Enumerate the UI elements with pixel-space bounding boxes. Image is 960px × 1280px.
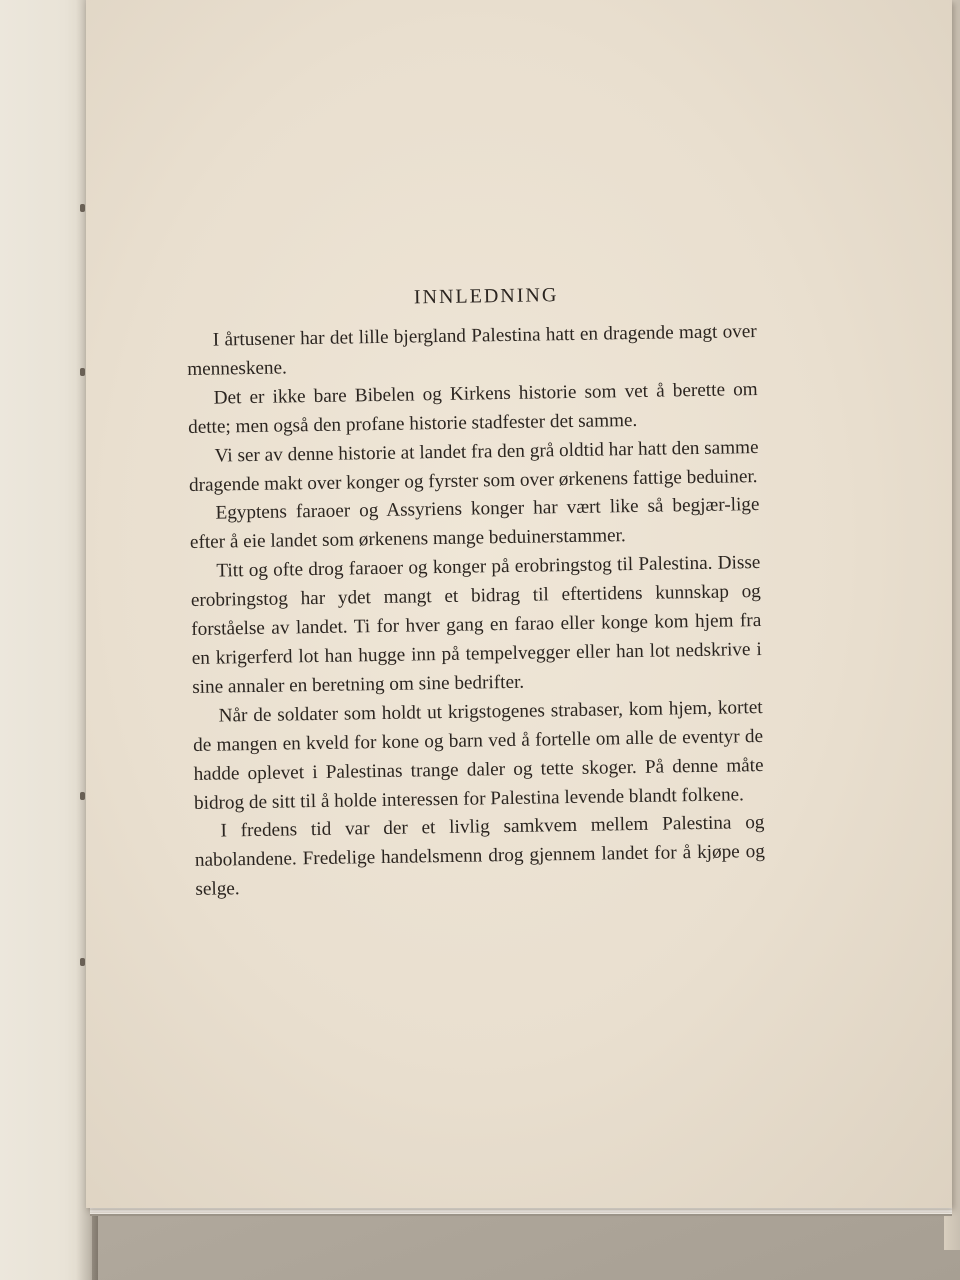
paragraph: I årtusener har det lille bjergland Palestina hatt en dragende magt over menneskene. xyxy=(187,321,757,380)
binding-stitch xyxy=(80,792,85,800)
page-text xyxy=(186,281,766,905)
paragraph: Egyptens faraoer og Assyriens konger har vært like så begjær-lige efter å eie landet som ørkenens mange beduinerstammer. xyxy=(189,494,760,554)
paragraph: Når de soldater som holdt ut krigstogenes strabaser, kom hjem, kortet de mangen en kveld for kone og barn ved å fortelle om alle de eventyr de hadde oplevet i Palestinas trange daler og tette skoger. På denne måte bidrog de sitt til å holde interessen for Palestina levende blandt folkene. xyxy=(192,696,764,814)
paragraph: I fredens tid var der et livlig samkvem mellem Palestina og nabolandene. Fredelige handelsmenn drog gjennem landet for å kjøpe og selge. xyxy=(194,812,766,901)
paragraph: Det er ikke bare Bibelen og Kirkens historie som vet å berette om dette; men også den profane historie stadfester det samme. xyxy=(187,378,758,438)
paragraph: Vi ser av denne historie at landet fra den grå oldtid har hatt den samme dragende makt over konger og fyrster som over ørkenens fattige beduiner. xyxy=(188,436,759,496)
paragraph: Titt og ofte drog faraoer og konger på erobringstog til Palestina. Disse erobringstog har ydet mangt et bidrag til eftertidens kunnskap og forståelse av landet. Ti for hver gang en farao eller konge kom hjem fra en krigerferd lot han hugge inn på tempelvegger eller han lot nedskrive i sine annaler en beretning om sine bedrifter. xyxy=(190,552,762,698)
chapter-heading: INNLEDNING xyxy=(413,284,559,309)
binding-stitch xyxy=(80,958,85,966)
binding-stitch xyxy=(80,204,85,212)
binding-stitch xyxy=(80,368,85,376)
